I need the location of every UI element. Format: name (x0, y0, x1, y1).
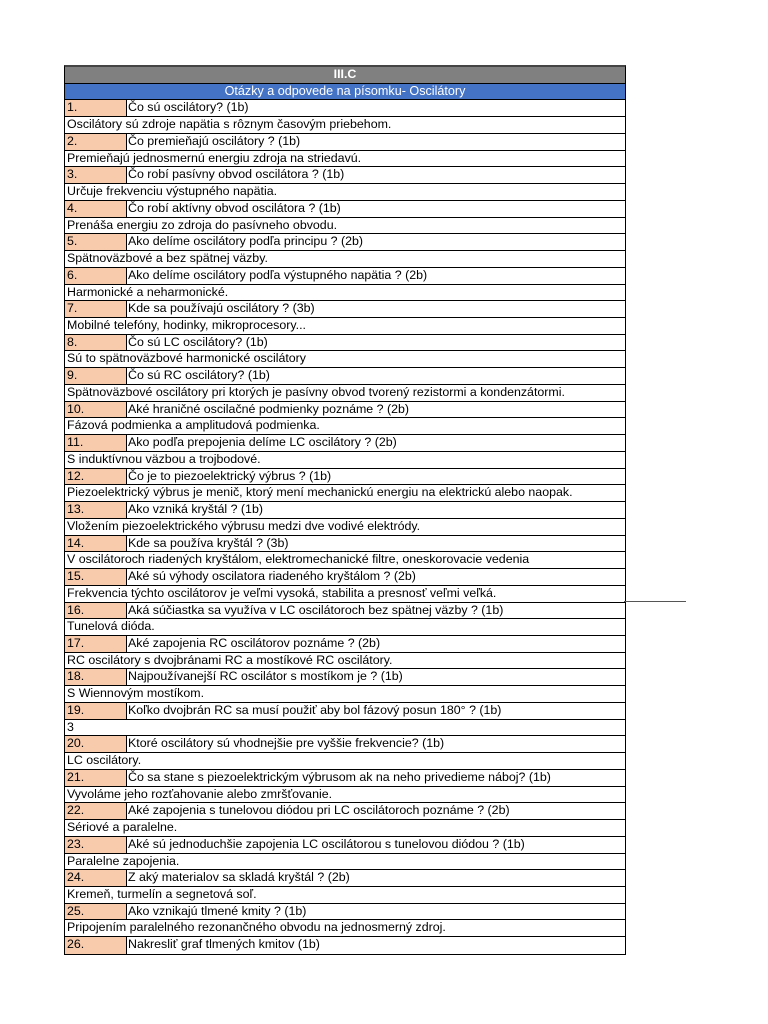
question-row (65, 703, 625, 720)
question-text: Najpoužívanejší RC oscilátor s mostíkom je ? (1b) (128, 669, 403, 684)
question-text: Nakresliť graf tlmených kmitov (1b) (128, 937, 320, 952)
answer-row: LC oscilátory. (65, 753, 625, 770)
answer-row: Pripojením paralelného rezonančného obvodu na jednosmerný zdroj. (65, 920, 625, 937)
question-text: Ako podľa prepojenia delíme LC oscilátory ? (2b) (128, 435, 397, 450)
question-row (65, 301, 625, 318)
question-number: 22. (65, 803, 127, 819)
question-text: Aké zapojenia s tunelovou diódou pri LC oscilátoroch poznáme ? (2b) (128, 803, 510, 818)
question-text: Čo sú oscilátory? (1b) (128, 100, 249, 115)
question-text: Aké sú jednoduchšie zapojenia LC oscilátorou s tunelovou diódou ? (1b) (128, 836, 525, 851)
question-row (65, 803, 625, 820)
question-row (65, 904, 625, 921)
question-row (65, 368, 625, 385)
answer-row: Fázová podmienka a amplitudová podmienka. (65, 418, 625, 435)
question-row (65, 234, 625, 251)
answer-row: Frekvencia týchto oscilátorov je veľmi vysoká, stabilita a presnosť veľmi veľká. (65, 586, 625, 603)
question-text: Čo je to piezoelektrický výbrus ? (1b) (128, 468, 332, 483)
question-number: 21. (65, 770, 127, 786)
question-number: 16. (65, 603, 127, 619)
answer-row: Paralelne zapojenia. (65, 854, 625, 871)
answer-row: Tunelová dióda. (65, 619, 625, 636)
question-text: Čo robí aktívny obvod oscilátora ? (1b) (128, 200, 341, 215)
question-row (65, 502, 625, 519)
answer-row: 3 (65, 720, 625, 737)
question-number: 11. (65, 435, 127, 451)
question-row (65, 636, 625, 653)
question-text: Ako vznikajú tlmené kmity ? (1b) (128, 903, 307, 918)
question-number: 13. (65, 502, 127, 518)
question-row (65, 469, 625, 486)
answer-row: Spätnoväzbové oscilátory pri ktorých je pasívny obvod tvorený rezistormi a kondenzátormi. (65, 385, 625, 402)
question-text: Aké sú výhody oscilatora riadeného kryštálom ? (2b) (128, 569, 416, 584)
question-text: Aké hraničné oscilačné podmienky poznáme ? (2b) (128, 401, 410, 416)
question-text: Čo premieňajú oscilátory ? (1b) (128, 133, 301, 148)
class-header: III.C (65, 67, 625, 84)
question-number: 14. (65, 536, 127, 552)
sheet-title: Otázky a odpovede na písomku- Oscilátory (65, 84, 625, 101)
question-row (65, 603, 625, 620)
question-number: 9. (65, 368, 127, 384)
question-row (65, 268, 625, 285)
question-text: Čo sa stane s piezoelektrickým výbrusom ak na neho privedieme náboj? (1b) (128, 769, 551, 784)
question-number: 24. (65, 870, 127, 886)
answer-row: V oscilátoroch riadených kryštálom, elektromechanické filtre, oneskorovacie vedenia (65, 552, 625, 569)
question-number: 10. (65, 402, 127, 418)
answer-row: Vložením piezoelektrického výbrusu medzi dve vodivé elektródy. (65, 519, 625, 536)
answer-row: Sú to spätnoväzbové harmonické oscilátory (65, 351, 625, 368)
answer-row: Kremeň, turmelín a segnetová soľ. (65, 887, 625, 904)
question-text: Čo sú LC oscilátory? (1b) (128, 334, 268, 349)
question-number: 25. (65, 904, 127, 920)
question-number: 3. (65, 167, 127, 183)
question-row (65, 335, 625, 352)
question-number: 17. (65, 636, 127, 652)
question-row (65, 837, 625, 854)
question-number: 23. (65, 837, 127, 853)
question-number: 8. (65, 335, 127, 351)
answer-row: Oscilátory sú zdroje napätia s rôznym časovým priebehom. (65, 117, 625, 134)
answer-row: RC oscilátory s dvojbránami RC a mostíkové RC oscilátory. (65, 653, 625, 670)
answer-row: Premieňajú jednosmernú energiu zdroja na striedavú. (65, 151, 625, 168)
question-text: Ktoré oscilátory sú vhodnejšie pre vyššie frekvencie? (1b) (128, 736, 445, 751)
question-row (65, 569, 625, 586)
stray-border-line (624, 601, 686, 602)
answer-row: S induktívnou väzbou a trojbodové. (65, 452, 625, 469)
answer-row: Vyvoláme jeho rozťahovanie alebo zmršťovanie. (65, 787, 625, 804)
question-row (65, 770, 625, 787)
question-number: 12. (65, 469, 127, 485)
answer-row: Určuje frekvenciu výstupného napätia. (65, 184, 625, 201)
question-number: 1. (65, 100, 127, 116)
question-row (65, 167, 625, 184)
qa-rows (65, 100, 625, 953)
question-text: Kde sa používajú oscilátory ? (3b) (128, 301, 315, 316)
question-text: Ako delíme oscilátory podľa principu ? (2b) (128, 234, 364, 249)
question-row (65, 201, 625, 218)
question-row (65, 736, 625, 753)
question-text: Kde sa používa kryštál ? (3b) (128, 535, 289, 550)
question-number: 20. (65, 736, 127, 752)
question-text: Ako delíme oscilátory podľa výstupného napätia ? (2b) (128, 267, 428, 282)
question-text: Ako vzniká kryštál ? (1b) (128, 502, 263, 517)
answer-row: S Wiennovým mostíkom. (65, 686, 625, 703)
question-number: 2. (65, 134, 127, 150)
question-text: Koľko dvojbrán RC sa musí použiť aby bol fázový posun 180° ? (1b) (128, 702, 502, 717)
question-number: 18. (65, 669, 127, 685)
question-row (65, 402, 625, 419)
question-number: 6. (65, 268, 127, 284)
question-number: 5. (65, 234, 127, 250)
question-text: Z aký materialov sa skladá kryštál ? (2b) (128, 870, 350, 885)
question-row (65, 937, 625, 954)
answer-row: Harmonické a neharmonické. (65, 285, 625, 302)
answer-row: Spätnoväzbové a bez spätnej väzby. (65, 251, 625, 268)
question-text: Aká súčiastka sa využíva v LC oscilátoroch bez spätnej väzby ? (1b) (128, 602, 504, 617)
qa-sheet (64, 65, 626, 955)
question-row (65, 134, 625, 151)
question-row (65, 100, 625, 117)
question-row (65, 435, 625, 452)
answer-row: Piezoelektrický výbrus je menič, ktorý mení mechanickú energiu na elektrickú alebo naopak. (65, 485, 625, 502)
question-number: 19. (65, 703, 127, 719)
question-number: 7. (65, 301, 127, 317)
question-text: Čo sú RC oscilátory? (1b) (128, 368, 270, 383)
question-text: Aké zapojenia RC oscilátorov poznáme ? (2b) (128, 635, 381, 650)
question-row (65, 536, 625, 553)
question-number: 4. (65, 201, 127, 217)
question-number: 26. (65, 937, 127, 954)
question-number: 15. (65, 569, 127, 585)
answer-row: Prenáša energiu zo zdroja do pasívneho obvodu. (65, 218, 625, 235)
question-row (65, 669, 625, 686)
answer-row: Mobilné telefóny, hodinky, mikroprocesory... (65, 318, 625, 335)
question-row (65, 870, 625, 887)
answer-row: Sériové a paralelne. (65, 820, 625, 837)
question-text: Čo robí pasívny obvod oscilátora ? (1b) (128, 167, 345, 182)
